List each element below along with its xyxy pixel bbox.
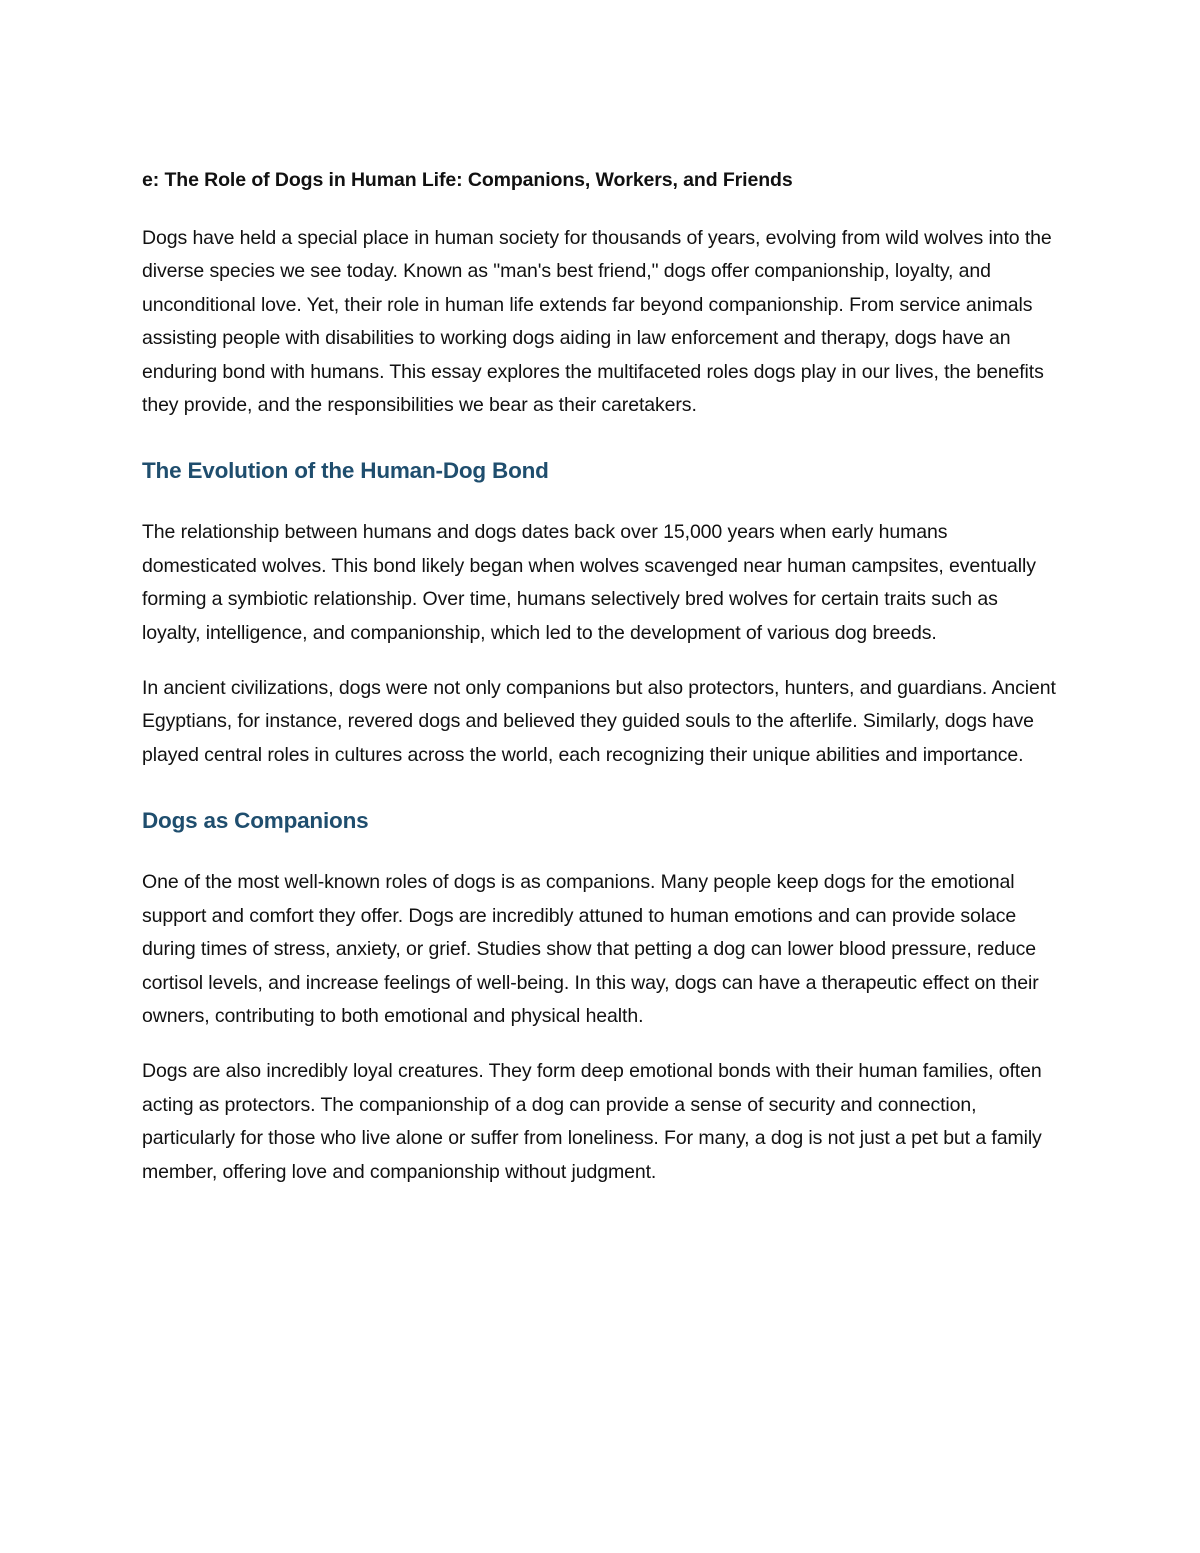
intro-paragraph: Dogs have held a special place in human society for thousands of years, evolving from wild wolves into the diverse species we see today. Known as "man's best friend," dogs offer companionship, loyalty, and unconditional love. Yet, their role in human life extends far beyond companionship. From service animals assisting people with disabilities to working dogs aiding in law enforcement and therapy, dogs have an enduring bond with humans. This essay explores the multifaceted roles dogs play in our lives, the benefits they provide, and the responsibilities we bear as their caretakers.: [142, 227, 1052, 417]
section-heading-evolution: The Evolution of the Human-Dog Bond: [142, 458, 549, 484]
section-heading-companions: Dogs as Companions: [142, 808, 369, 834]
paragraph-companions-2: Dogs are also incredibly loyal creatures. They form deep emotional bonds with their human families, often acting as protectors. The companionship of a dog can provide a sense of security and connection, particularly for those who live alone or suffer from loneliness. For many, a dog is not just a pet but a family member, offering love and companionship without judgment.: [142, 1060, 1042, 1183]
paragraph-evolution-2: In ancient civilizations, dogs were not only companions but also protectors, hunters, and guardians. Ancient Egyptians, for instance, revered dogs and believed they guided souls to the afterlife. Similarly, dogs have played central roles in cultures across the world, each recognizing their unique abilities and importance.: [142, 677, 1056, 766]
paragraph-companions-1: One of the most well-known roles of dogs is as companions. Many people keep dogs for the emotional support and comfort they offer. Dogs are incredibly attuned to human emotions and can provide solace during times of stress, anxiety, or grief. Studies show that petting a dog can lower blood pressure, reduce cortisol levels, and increase feelings of well-being. In this way, dogs can have a therapeutic effect on their owners, contributing to both emotional and physical health.: [142, 871, 1039, 1027]
paragraph-evolution-1: The relationship between humans and dogs dates back over 15,000 years when early humans domesticated wolves. This bond likely began when wolves scavenged near human campsites, eventually forming a symbiotic relationship. Over time, humans selectively bred wolves for certain traits such as loyalty, intelligence, and companionship, which led to the development of various dog breeds.: [142, 521, 1036, 644]
document-title: e: The Role of Dogs in Human Life: Companions, Workers, and Friends: [142, 169, 793, 191]
